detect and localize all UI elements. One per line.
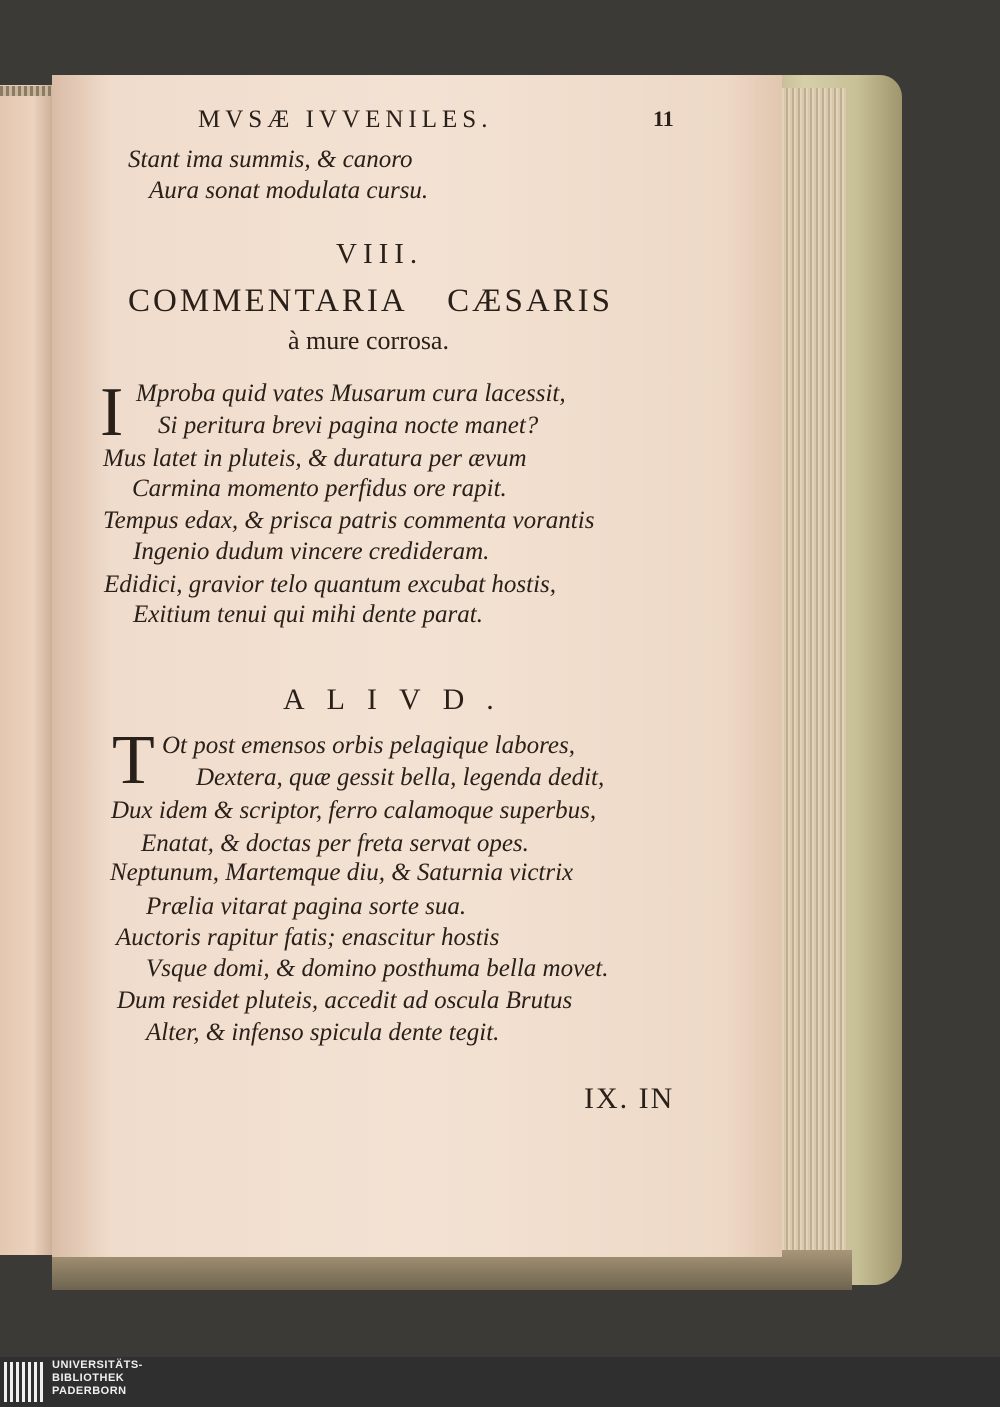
verse-line: Vsque domi, & domino posthuma bella movet.: [146, 955, 609, 982]
verse-line: Mus latet in pluteis, & duratura per ævum: [103, 445, 527, 472]
verse-line: Aura sonat modulata cursu.: [149, 177, 429, 204]
section-number: VIII.: [336, 238, 424, 270]
verse-line: Si peritura brevi pagina nocte manet?: [158, 412, 539, 439]
verse-line: Enatat, & doctas per freta servat opes.: [141, 830, 529, 857]
poem-title: COMMENTARIA CÆSARIS: [128, 283, 614, 319]
verse-line: Dextera, quæ gessit bella, legenda dedit,: [196, 764, 605, 791]
drop-cap: I: [100, 374, 124, 451]
footer-bar: [0, 1357, 1000, 1407]
verse-line: Alter, & infenso spicula dente tegit.: [146, 1019, 500, 1046]
verse-line: Dum residet pluteis, accedit ad oscula Brutus: [117, 987, 573, 1014]
left-page-edge: [0, 85, 57, 1255]
verse-line: Auctoris rapitur fatis; enascitur hostis: [116, 924, 500, 951]
verse-line: Carmina momento perfidus ore rapit.: [132, 475, 507, 502]
logo-line: UNIVERSITÄTS-: [52, 1359, 143, 1371]
logo-line: PADERBORN: [52, 1385, 127, 1397]
verse-line: Dux idem & scriptor, ferro calamoque superbus,: [111, 797, 597, 824]
verse-line: Neptunum, Martemque diu, & Saturnia victrix: [110, 859, 574, 886]
logo-line: BIBLIOTHEK: [52, 1372, 125, 1384]
verse-line: Mproba quid vates Musarum cura lacessit,: [136, 380, 566, 407]
verse-line: Exitium tenui qui mihi dente parat.: [133, 601, 483, 628]
page-number: 11: [653, 106, 674, 131]
drop-cap: T: [112, 722, 155, 799]
library-logo-icon: [3, 1360, 49, 1404]
verse-line: Tempus edax, & prisca patris commenta vorantis: [103, 507, 595, 534]
binding-thread: [0, 86, 58, 96]
verse-line: Edidici, gravior telo quantum excubat hostis,: [104, 571, 557, 598]
verse-line: Ot post emensos orbis pelagique labores,: [162, 732, 575, 759]
poem-subtitle: à mure corrosa.: [288, 326, 449, 355]
catchword: IX. IN: [584, 1082, 675, 1115]
library-logo-text: [52, 1359, 143, 1398]
running-head: MVSÆ IVVENILES.: [198, 106, 493, 133]
verse-line: Ingenio dudum vincere credideram.: [133, 538, 490, 565]
poem-title: ALIVD.: [283, 683, 516, 716]
verse-line: Prælia vitarat pagina sorte sua.: [146, 893, 467, 920]
verse-line: Stant ima summis, & canoro: [128, 146, 413, 173]
